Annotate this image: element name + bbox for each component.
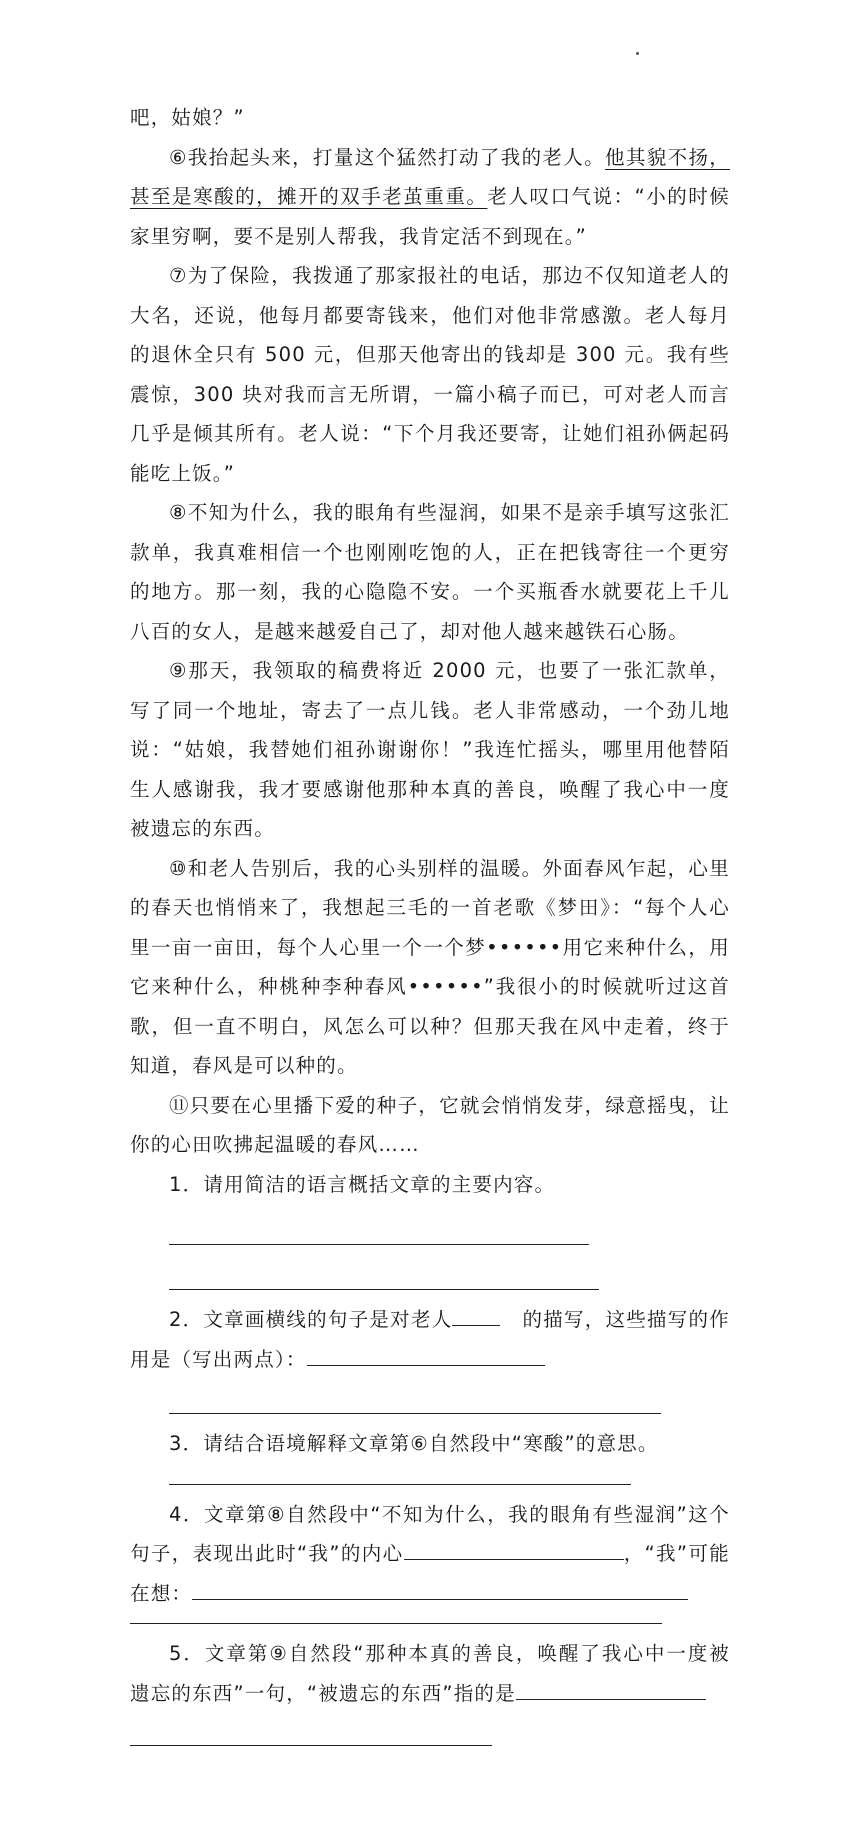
- answer-blank-q2-type[interactable]: [452, 1324, 500, 1326]
- question-4: [130, 1495, 730, 1614]
- question-2-end: 的描写，这些描写的作用是（写出两点）：: [130, 1308, 730, 1371]
- answer-blank-q4-feeling[interactable]: [404, 1558, 624, 1560]
- question-4-start: 4．文章第⑧自然段中“不知为什么，我的眼角有些湿润”这个句子，表现出此时“我”的内心: [130, 1502, 730, 1565]
- paragraph-8: ⑧不知为什么，我的眼角有些湿润，如果不是亲手填写这张汇款单，我真难相信一个也刚刚吃饱的人，正在把钱寄往一个更穷的地方。那一刻，我的心隐隐不安。一个买瓶香水就要花上千儿八百的女人，是越来越爱自己了，却对他人越来越铁石心肠。: [130, 501, 730, 643]
- paragraph-11: ⑪只要在心里播下爱的种子，它就会悄悄发芽，绿意摇曳，让你的心田吹拂起温暖的春风……: [130, 1093, 730, 1156]
- scan-speck: [636, 52, 639, 55]
- question-1: 1．请用简洁的语言概括文章的主要内容。: [169, 1172, 556, 1196]
- paragraph-9: ⑨那天，我领取的稿费将近 2000 元，也要了一张汇款单，写了同一个地址，寄去了一点儿钱。老人非常感动，一个劲儿地说：“姑娘，我替她们祖孙谢谢你！”我连忙摇头，哪里用他替陌生人感谢我，我才要感谢他那种本真的善良，唤醒了我心中一度被遗忘的东西。: [130, 659, 730, 840]
- paragraph-7: ⑦为了保险，我拨通了那家报社的电话，那边不仅知道老人的大名，还说，他每月都要寄钱来，他们对他非常感激。老人每月的退休全只有 500 元，但那天他寄出的钱却是 300 元。我有些震惊，300 块对我而言无所谓，一篇小稿子而已，可对老人而言几乎是倾其所有。老人说：“下个月我还要寄，让她们祖孙俩起码能吃上饭。”: [130, 264, 730, 485]
- answer-blank-q5[interactable]: [516, 1698, 706, 1700]
- question-3: 3．请结合语境解释文章第⑥自然段中“寒酸”的意思。: [169, 1432, 659, 1455]
- question-4-end: ，“我”可能在想：: [130, 1542, 730, 1605]
- paragraph-5-end: 吧，姑娘？”: [130, 106, 245, 129]
- answer-blank-q4-thought[interactable]: [192, 1598, 688, 1600]
- paragraph-6-start: ⑥我抬起头来，打量这个猛然打动了我的老人。: [169, 145, 606, 169]
- answer-line-q5[interactable]: [130, 1745, 492, 1746]
- question-2: [130, 1300, 730, 1379]
- answer-blank-q2-purpose[interactable]: [307, 1364, 545, 1366]
- paragraph-6-end: 老人叹口气说：“小的时候家里穷啊，要不是别人帮我，我肯定活不到现在。”: [130, 185, 730, 248]
- underlined-sentence: 他其貌不扬，甚至是寒酸的，摊开的双手老茧重重。: [130, 145, 731, 208]
- paragraph-6: [130, 138, 730, 257]
- paragraph-10: ⑩和老人告别后，我的心头别样的温暖。外面春风乍起，心里的春天也悄悄来了，我想起三毛的一首老歌《梦田》：“每个人心里一亩一亩田，每个人心里一个一个梦••••••用它来种什么，用它来种什么，种桃种李种春风••••••”我很小的时候就听过这首歌，但一直不明白，风怎么可以种？但那天我在风中走着，终于知道，春风是可以种的。: [130, 856, 730, 1077]
- article-body: [130, 98, 730, 1746]
- question-5: [130, 1634, 730, 1713]
- question-2-start: 2．文章画横线的句子是对老人: [169, 1308, 453, 1331]
- question-5-start: 5．文章第⑨自然段“那种本真的善良，唤醒了我心中一度被遗忘的东西”一句，“被遗忘的东西”指的是: [130, 1642, 730, 1705]
